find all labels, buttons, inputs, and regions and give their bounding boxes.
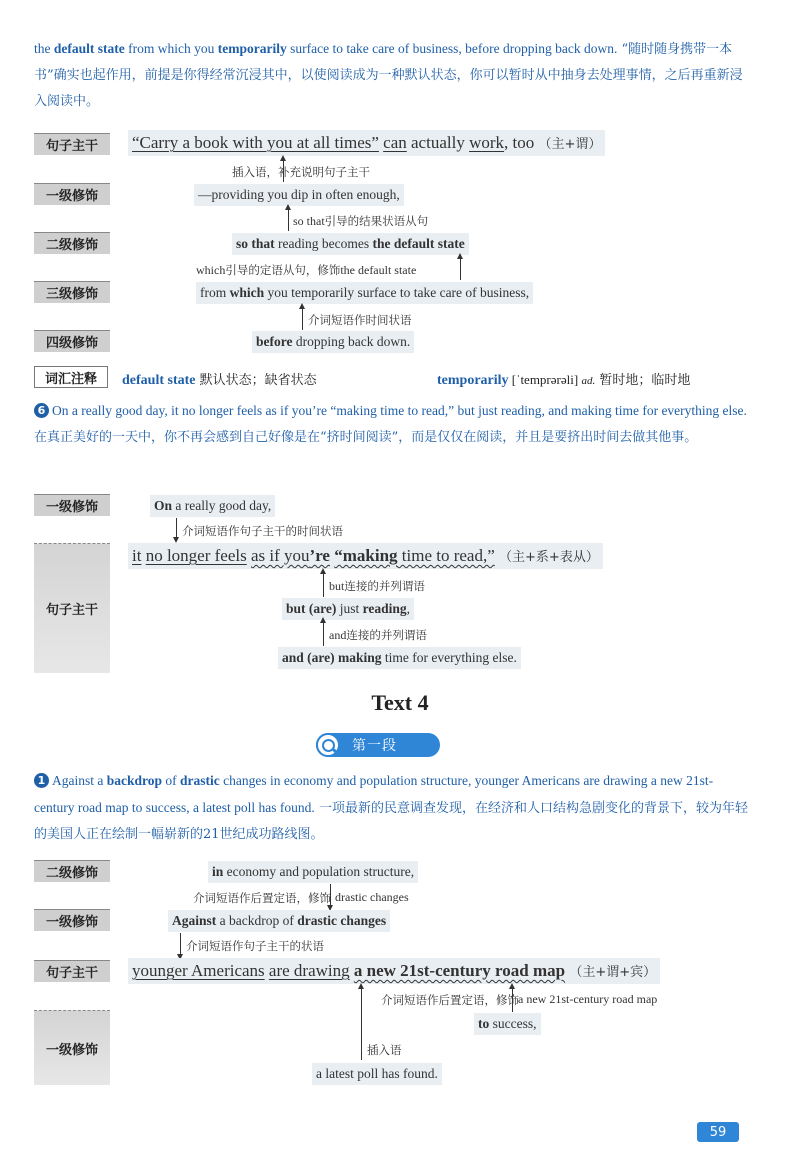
note-time-adverbial: 介词短语作时间状语 xyxy=(308,313,412,327)
note-modified-term: drastic changes xyxy=(335,890,409,904)
sentence-number-badge: 6 xyxy=(34,403,49,418)
label-level-2: 二级修饰 xyxy=(34,860,110,882)
level-4-phrase: before dropping back down. xyxy=(252,331,414,353)
arrow-down xyxy=(180,933,181,955)
label-level-1: 一级修饰 xyxy=(34,909,110,931)
main-clause-sentence: “Carry a book with you at all times” can actually work, too （主+谓） xyxy=(128,130,605,156)
level-1-phrase: —providing you dip in often enough, xyxy=(194,184,404,206)
main-clause-sentence: it no longer feels as if you’re “making time to read,” （主+系+表从） xyxy=(128,543,603,569)
parallel-predicate-1: but (are) just reading, xyxy=(282,598,414,620)
arrow-up xyxy=(323,622,324,646)
parallel-predicate-2: and (are) making time for everything else. xyxy=(278,647,521,669)
level-2-phrase: in economy and population structure, xyxy=(208,861,418,883)
label-main-clause: 句子主干 xyxy=(34,543,110,673)
note-parallel-predicate: but连接的并列谓语 xyxy=(329,579,425,593)
note-parenthetical: 插入语，补充说明句子主干 xyxy=(232,165,370,179)
note-attributive-clause: which引导的定语从句，修饰the default state xyxy=(196,263,417,277)
note-postpositive-attributive: 介词短语作后置定语，修饰 xyxy=(381,993,519,1007)
level-2-phrase: so that reading becomes the default state xyxy=(232,233,469,255)
label-level-3: 三级修饰 xyxy=(34,281,110,303)
paragraph-continuation: the default state from which you temporarily surface to take care of business, before dropping back down. “随时随身携带一本书”确实也起作用，前提是你得经常沉浸其中，以使阅读成为一种默认状态，你可以暂时从中抽身去处理事情，之后再重新浸入阅读中。 xyxy=(34,41,743,109)
magnifier-icon xyxy=(316,733,340,757)
label-level-4: 四级修饰 xyxy=(34,330,110,352)
page-number: 59 xyxy=(697,1122,739,1142)
paragraph-badge: 第一段 xyxy=(316,733,440,757)
sentence-1: 1 Against a backdrop of drastic changes in economy and population structure, younger Americans are drawing a new 21st-century road map to success, a latest poll has found. 一项最新的民意调查发现，在经济和人口结构急剧变化的背景下，较为年轻的美国人正在绘制一幅崭新的21世纪成功路线图。 xyxy=(34,773,748,842)
vocab-entry-temporarily: temporarily [ˈtemprərəli] ad. 暂时地；临时地 xyxy=(437,372,691,388)
note-postpositive-attributive: 介词短语作后置定语，修饰 xyxy=(193,891,331,905)
arrow-up xyxy=(288,209,289,231)
sentence-6: 6 On a really good day, it no longer feels as if you’re “making time to read,” but just reading, and making time for everything else. 在真正美好的一天中，你不再会感到自己好像是在“挤时间阅读”，而是仅仅在阅读，并且是要挤出时间去做其他事。 xyxy=(34,403,747,445)
arrow-down xyxy=(176,518,177,538)
parenthetical-phrase: a latest poll has found. xyxy=(312,1063,442,1085)
main-clause-sentence: younger Americans are drawing a new 21st-century road map （主+谓+宾） xyxy=(128,958,660,984)
level-1-phrase: On a really good day, xyxy=(150,495,275,517)
level-1-phrase: Against a backdrop of drastic changes xyxy=(168,910,390,932)
note-adverbial: 介词短语作句子主干的状语 xyxy=(186,939,324,953)
vocab-entry-default-state: default state 默认状态；缺省状态 xyxy=(122,373,317,388)
section-title: Text 4 xyxy=(371,690,429,715)
vocab-label: 词汇注释 xyxy=(34,366,108,388)
note-time-adverbial: 介词短语作句子主干的时间状语 xyxy=(182,524,343,538)
arrow-up xyxy=(302,308,303,330)
label-level-1: 一级修饰 xyxy=(34,1010,110,1085)
label-level-1: 一级修饰 xyxy=(34,494,110,516)
note-result-clause: so that引导的结果状语从句 xyxy=(293,214,429,228)
arrow-up xyxy=(460,258,461,280)
label-main-clause: 句子主干 xyxy=(34,133,110,155)
postpositive-phrase: to success, xyxy=(474,1013,541,1035)
arrow-up xyxy=(323,573,324,597)
level-3-phrase: from which you temporarily surface to take care of business, xyxy=(196,282,533,304)
label-main-clause: 句子主干 xyxy=(34,960,110,982)
sentence-number-badge: 1 xyxy=(34,773,49,788)
label-level-2: 二级修饰 xyxy=(34,232,110,254)
arrow-up xyxy=(361,988,362,1060)
label-level-1: 一级修饰 xyxy=(34,183,110,205)
note-modified-term: a new 21st-century road map xyxy=(518,992,658,1006)
note-parallel-predicate: and连接的并列谓语 xyxy=(329,628,427,642)
note-parenthetical: 插入语 xyxy=(367,1043,402,1057)
